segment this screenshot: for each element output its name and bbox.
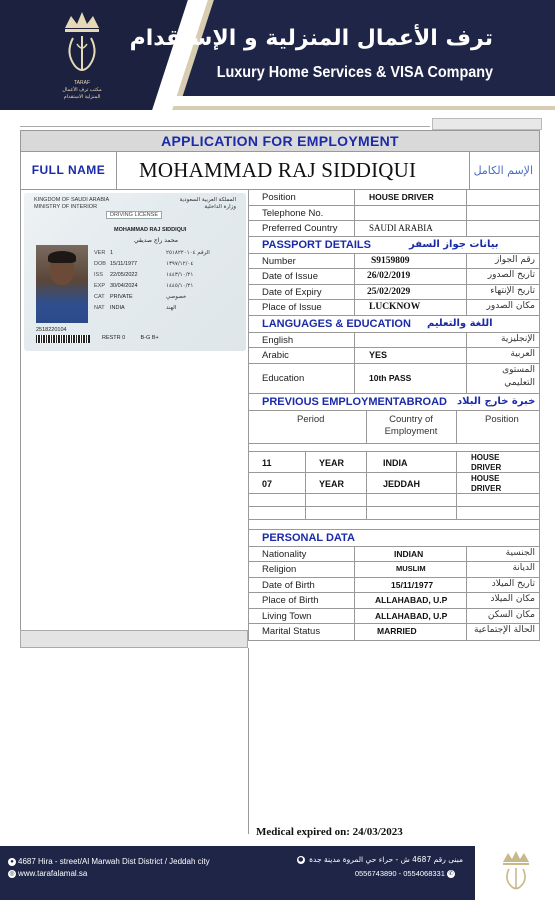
footer-crown-logo-icon — [499, 850, 533, 896]
application-form — [20, 118, 540, 838]
id-issuer-en — [34, 197, 114, 211]
religion-label-ar: الديانة — [512, 563, 535, 573]
country-column-header — [371, 414, 451, 438]
employment-position-2: DRIVER — [471, 483, 502, 493]
column-divider — [456, 473, 457, 493]
employment-unit: YEAR — [319, 457, 345, 468]
english-label-ar: الإنجليزية — [501, 333, 535, 344]
employment-position-2: DRIVER — [471, 462, 502, 472]
employment-position — [471, 453, 501, 473]
location-pin-icon: ● — [298, 856, 304, 863]
id-number: 2518220104 — [36, 327, 67, 333]
id-ministry-en: MINISTRY OF INTERIOR — [34, 204, 98, 210]
company-title-en: Luxury Home Services & VISA Company — [216, 64, 493, 81]
footer-phones[interactable] — [355, 869, 457, 878]
column-divider — [456, 507, 457, 519]
column-divider — [456, 452, 457, 472]
education-label: Education — [262, 372, 305, 384]
details-table — [248, 190, 540, 641]
id-restr-value: RESTR 0 — [102, 335, 126, 341]
column-divider — [305, 507, 306, 519]
languages-section-heading — [249, 316, 540, 333]
id-field-value: 30/04/2024 — [110, 283, 138, 289]
id-field-row — [94, 303, 210, 314]
issue-date-label: Date of Issue — [262, 271, 318, 282]
education-label-ar-1: المستوى — [502, 364, 535, 375]
id-ministry-ar: وزارة الداخلية — [204, 204, 236, 210]
place-of-issue-row — [249, 300, 540, 316]
marital-status-value: MARRIED — [377, 626, 417, 636]
id-field-ar: ١٤٤٥/١٠/٢١ — [166, 283, 194, 289]
footer-address-text: 4687 Hira - street/Al Marwah Dist District / Jeddah city — [18, 857, 210, 866]
logo-text: TARAF — [73, 80, 91, 86]
religion-label: Religion — [262, 564, 297, 575]
passport-number-row — [249, 254, 540, 270]
id-field-value: 1 — [110, 250, 114, 256]
dob-row — [249, 578, 540, 594]
id-issuer-ar — [146, 197, 236, 211]
id-field-key: DOB — [94, 261, 106, 267]
nationality-label-ar: الجنسية — [505, 547, 535, 558]
header-banner — [0, 0, 555, 110]
id-field-key: VER — [94, 250, 106, 256]
column-divider — [366, 411, 367, 443]
nationality-value: INDIAN — [394, 548, 424, 559]
id-field-value: 15/11/1977 — [110, 261, 138, 267]
preferred-country-value: SAUDI ARABIA — [369, 223, 433, 233]
id-field-ar: ١٤٤٣/١٠/٢١ — [166, 272, 194, 278]
place-of-issue-label: Place of Issue — [262, 302, 322, 313]
passport-number-label: Number — [262, 255, 296, 267]
id-country-ar: المملكة العربية السعودية — [179, 197, 236, 203]
education-row — [249, 364, 540, 394]
pob-label-ar: مكان الميلاد — [490, 594, 535, 604]
expiry-date-row — [249, 285, 540, 301]
full-name-label-ar: الإسم الكامل — [473, 164, 533, 177]
passport-heading-ar: بيانات جواز السفر — [409, 238, 499, 250]
location-pin-icon: ● — [8, 858, 16, 866]
personal-heading: PERSONAL DATA — [262, 531, 355, 544]
column-divider — [305, 452, 306, 472]
logo-caption — [40, 80, 124, 101]
issue-date-label-ar: تاريخ الصدور — [487, 270, 535, 280]
id-portrait — [36, 245, 88, 323]
footer-website-text[interactable]: www.tarafalamal.sa — [18, 869, 88, 878]
full-name-label: FULL NAME — [21, 152, 117, 189]
employment-row — [249, 473, 540, 494]
full-name-row — [20, 152, 540, 190]
passport-number-label-ar: رقم الجواز — [494, 254, 535, 265]
religion-row — [249, 562, 540, 578]
id-field-row — [94, 270, 210, 281]
passport-number-value: S9159809 — [371, 255, 410, 266]
id-name-ar: محمد راج صديقي — [134, 237, 178, 244]
id-field-ar: الهند — [166, 305, 177, 311]
position-value: HOUSE DRIVER — [369, 192, 434, 202]
footer-banner — [0, 838, 555, 900]
left-gray-row — [20, 630, 248, 648]
id-field-key: CAT — [94, 294, 105, 300]
column-divider — [366, 452, 367, 472]
living-town-row — [249, 609, 540, 625]
globe-icon: ◎ — [9, 870, 15, 877]
form-title: APPLICATION FOR EMPLOYMENT — [20, 130, 540, 152]
footer-address-en — [8, 857, 210, 866]
issue-date-row — [249, 269, 540, 285]
employment-country: JEDDAH — [383, 478, 421, 489]
id-field-row — [94, 281, 210, 292]
left-column-border — [20, 190, 21, 648]
id-field-key: EXP — [94, 283, 106, 289]
period-column-header: Period — [297, 413, 325, 425]
employment-position-1: HOUSE — [471, 473, 500, 483]
living-town-value: ALLAHABAD, U.P — [375, 610, 448, 621]
pob-value: ALLAHABAD, U.P — [375, 595, 448, 605]
id-field-key: NAT — [94, 305, 105, 311]
company-title-ar: ترف الأعمال المنزلية و الإستقدام — [129, 26, 493, 51]
arabic-row — [249, 348, 540, 364]
footer-phones-text[interactable]: 0556743890 - 0554068331 — [354, 869, 445, 878]
education-value: 10th PASS — [369, 372, 412, 383]
id-field-row — [94, 292, 210, 303]
marital-status-row — [249, 624, 540, 641]
religion-value: MUSLIM — [396, 564, 426, 573]
full-name-value: MOHAMMAD RAJ SIDDIQUI — [139, 158, 417, 182]
column-divider — [305, 473, 306, 493]
education-label-ar-2: التعليمي — [504, 377, 535, 388]
dob-label: Date of Birth — [262, 579, 315, 591]
expiry-date-label-ar: تاريخ الإنتهاء — [490, 285, 535, 296]
employment-heading: PREVIOUS EMPLOYMENTABROAD — [262, 395, 447, 408]
header-bottom-gold — [175, 106, 555, 110]
id-fields — [94, 248, 210, 314]
id-license-label: DRIVING LICENSE — [106, 211, 162, 219]
id-blood-value: B-G B+ — [140, 335, 159, 341]
position-row — [249, 190, 540, 206]
living-town-label-ar: مكان السكن — [487, 609, 535, 620]
passport-section-heading — [249, 237, 540, 254]
employment-heading-ar: خبرة خارج البلاد — [457, 395, 536, 407]
position-label: Position — [262, 192, 296, 203]
footer-logo-panel — [475, 846, 555, 900]
id-name-en: MOHAMMAD RAJ SIDDIQUI — [114, 227, 187, 233]
logo-caption-ar-2: المنزلية الاستقدام — [63, 94, 101, 100]
footer-top-edge — [0, 838, 555, 846]
employment-spacer — [249, 444, 540, 452]
living-town-label: Living Town — [262, 610, 312, 622]
employment-row — [249, 452, 540, 473]
form-top-tab — [432, 118, 542, 130]
pob-label: Place of Birth — [262, 595, 319, 606]
expiry-date-value: 25/02/2029 — [367, 286, 411, 297]
column-divider — [366, 507, 367, 519]
place-of-issue-label-ar: مكان الصدور — [486, 301, 535, 311]
nationality-label: Nationality — [262, 548, 307, 560]
employment-unit: YEAR — [319, 478, 345, 489]
country-column-header-2: Employment — [384, 425, 438, 437]
column-divider — [456, 494, 457, 506]
footer-address-ar-text: مبنى رقم 4687 ش - حراء حي المروة مدينة جدة — [309, 855, 463, 864]
value-cell — [354, 206, 467, 221]
dob-value: 15/11/1977 — [391, 579, 434, 590]
column-divider — [366, 473, 367, 493]
issue-date-value: 26/02/2019 — [367, 271, 411, 281]
id-field-key: ISS — [94, 272, 103, 278]
footer-address-ar — [297, 855, 463, 864]
place-of-issue-value: LUCKNOW — [369, 302, 421, 312]
country-column-header-1: Country of — [389, 413, 433, 425]
nationality-row — [249, 547, 540, 563]
column-divider — [366, 494, 367, 506]
arabic-value: YES — [369, 350, 388, 360]
arabic-label: Arabic — [262, 350, 289, 361]
marital-status-label-ar: الحالة الإجتماعية — [474, 625, 535, 635]
employment-position — [471, 474, 501, 494]
employment-years: 07 — [262, 478, 273, 489]
header-bottom-line — [160, 96, 555, 106]
id-restrictions — [102, 335, 159, 341]
id-field-ar: الرقم ٢٥١٨٢٢٠١٠٤ — [166, 250, 210, 256]
employment-years: 11 — [262, 457, 272, 468]
id-field-row — [94, 259, 210, 270]
preferred-country-label: Preferred Country — [262, 223, 338, 234]
employment-empty-row — [249, 494, 540, 507]
preferred-country-row — [249, 221, 540, 237]
telephone-label: Telephone No. — [262, 207, 324, 219]
id-field-row — [94, 248, 210, 259]
column-divider — [305, 494, 306, 506]
id-field-ar: ١٣٩٧/١٢/٠٤ — [166, 261, 194, 267]
id-barcode — [36, 335, 90, 343]
telephone-row — [249, 206, 540, 222]
value-cell — [354, 333, 467, 348]
employment-empty-row — [249, 507, 540, 520]
footer-website[interactable] — [8, 869, 87, 878]
employment-table-header — [249, 411, 540, 444]
employment-section-heading — [249, 394, 540, 411]
portrait-hair — [48, 251, 76, 263]
position-column-header: Position — [485, 413, 519, 425]
personal-section-heading — [249, 530, 540, 547]
arabic-label-ar: العربية — [510, 349, 535, 359]
id-field-value: PRIVATE — [110, 294, 133, 300]
pob-row — [249, 593, 540, 609]
logo-caption-ar-1: مكتب ترف الأعمال — [62, 87, 102, 93]
id-field-value: 22/05/2022 — [110, 272, 138, 278]
table-left-rule — [248, 648, 249, 834]
employment-position-1: HOUSE — [471, 452, 500, 462]
id-field-value: INDIA — [110, 305, 125, 311]
english-row — [249, 333, 540, 349]
languages-heading: LANGUAGES & EDUCATION — [262, 317, 411, 330]
english-label: English — [262, 334, 294, 346]
medical-note: Medical expired on: 24/03/2023 — [256, 826, 403, 838]
marital-status-label: Marital Status — [262, 626, 321, 637]
driving-license-photo — [24, 193, 246, 351]
whatsapp-icon: ✆ — [448, 871, 454, 878]
full-name-divider — [469, 152, 470, 189]
id-field-ar: خصوصي — [166, 294, 187, 300]
id-country-en: KINGDOM OF SAUDI ARABIA — [34, 197, 110, 203]
passport-heading: PASSPORT DETAILS — [262, 238, 371, 251]
column-divider — [456, 411, 457, 443]
languages-heading-ar: اللغة والتعليم — [427, 317, 493, 329]
section-spacer — [249, 520, 540, 530]
expiry-date-label: Date of Expiry — [262, 286, 322, 298]
dob-label-ar: تاريخ الميلاد — [491, 578, 535, 589]
employment-country: INDIA — [383, 457, 408, 468]
